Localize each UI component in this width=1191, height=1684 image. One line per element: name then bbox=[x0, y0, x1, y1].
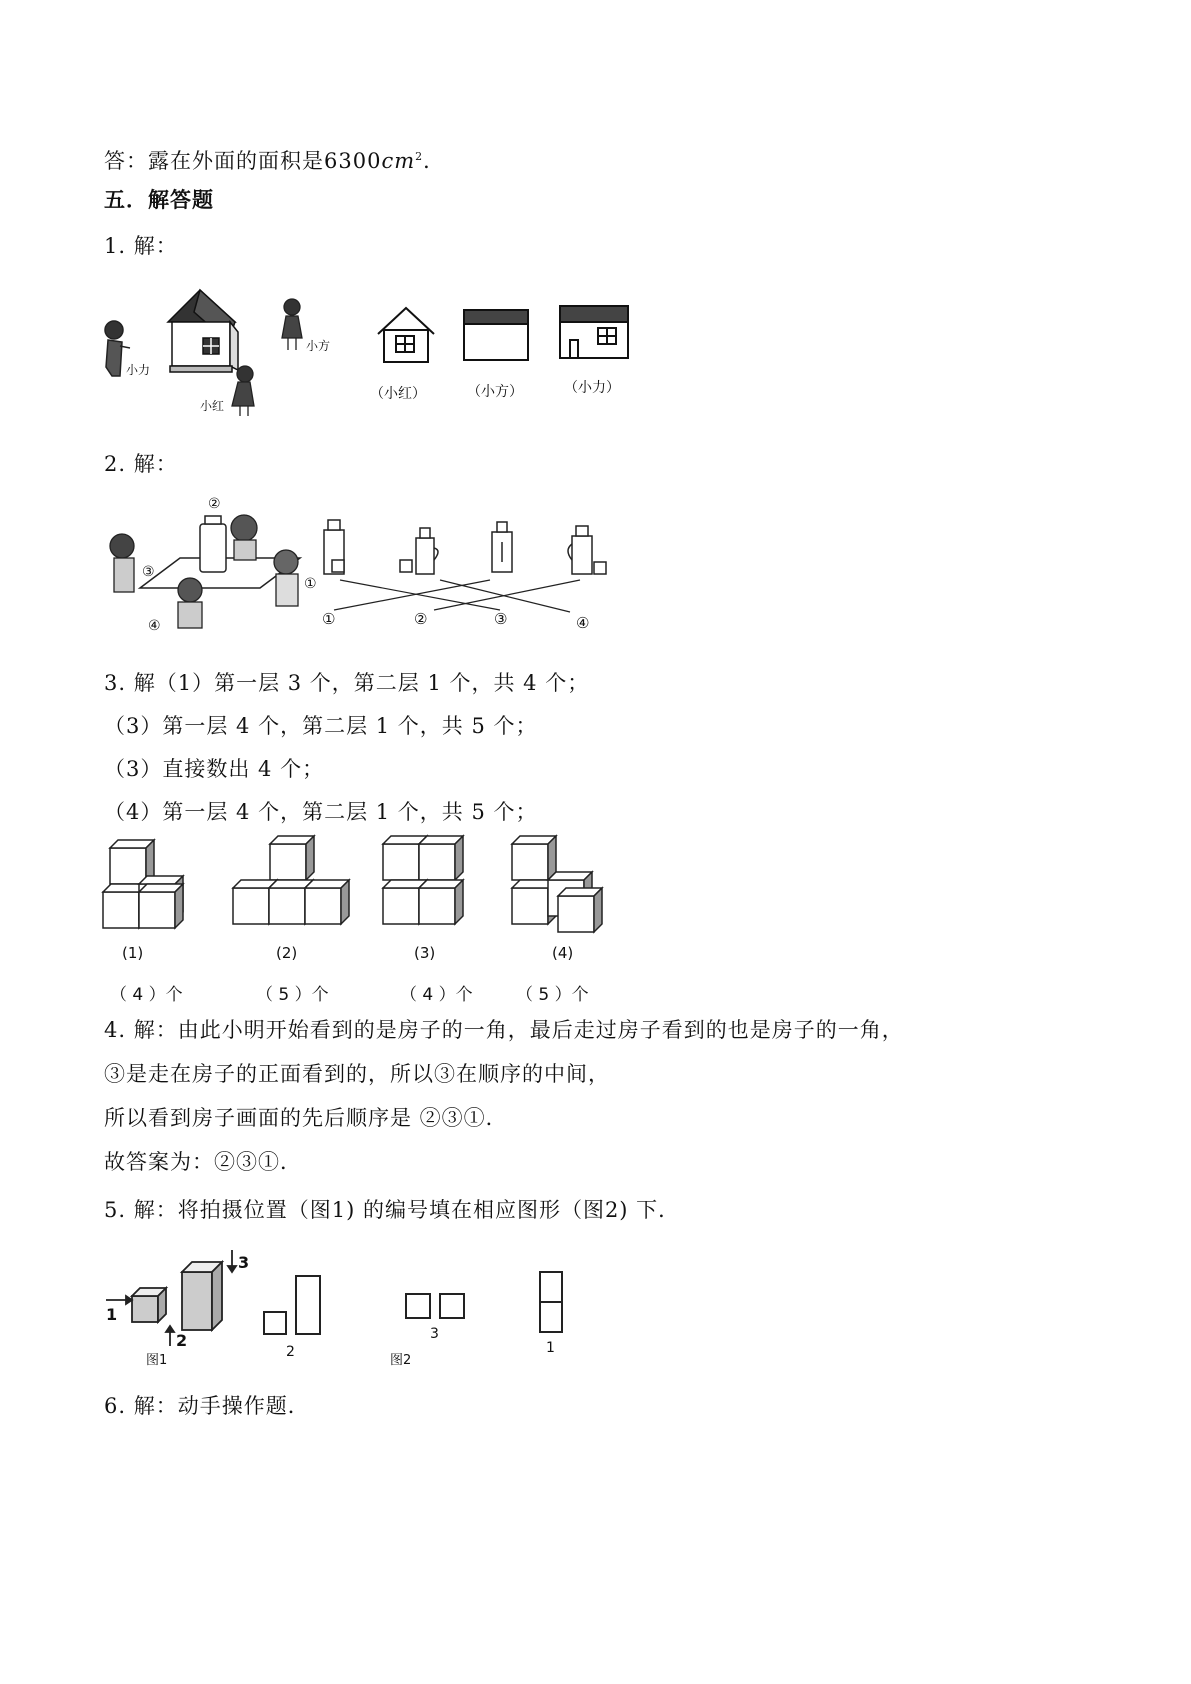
q4-line-4: 故答案为：②③①． bbox=[104, 1150, 302, 1174]
name-xiaoli: 小力 bbox=[126, 363, 151, 377]
small-cube-icon bbox=[132, 1288, 166, 1322]
count-4: （ 5 ）个 bbox=[516, 985, 589, 1005]
thermos-bottle-icon bbox=[200, 516, 226, 572]
q6-line: 6. 解：动手操作题． bbox=[104, 1394, 310, 1418]
fig1-label: 图1 bbox=[146, 1353, 168, 1368]
view-shape-2-icon bbox=[264, 1276, 320, 1334]
view-label-2: （小方） bbox=[467, 384, 523, 400]
q3-line-3: （3）直接数出 4 个； bbox=[104, 757, 325, 781]
section-title: 五．解答题 bbox=[104, 188, 214, 212]
position-2: ② bbox=[208, 496, 221, 512]
view-d-icon bbox=[568, 526, 606, 574]
answer-line bbox=[104, 143, 445, 175]
q2-heading: 2. 解： bbox=[104, 452, 178, 476]
cube-stack-2 bbox=[233, 836, 349, 924]
girl-figure-xiaofang-icon bbox=[282, 299, 302, 350]
tall-box-icon bbox=[182, 1262, 222, 1330]
q5-figure bbox=[100, 1246, 620, 1376]
fig2-number-3: 3 bbox=[430, 1326, 439, 1342]
cube-stack-1 bbox=[103, 840, 183, 928]
view-a-icon bbox=[324, 520, 344, 574]
fig2-label: 图2 bbox=[390, 1353, 412, 1368]
arrow-1-icon bbox=[106, 1296, 132, 1304]
cube-stack-4 bbox=[512, 836, 602, 932]
kid-front-icon bbox=[178, 578, 202, 628]
fig2-number-1: 1 bbox=[546, 1340, 555, 1356]
position-1: ① bbox=[304, 576, 317, 592]
name-xiaofang: 小方 bbox=[306, 339, 331, 353]
q2-figure bbox=[100, 490, 640, 640]
count-1: （ 4 ）个 bbox=[110, 985, 183, 1005]
arrow-label-3: 3 bbox=[238, 1253, 250, 1272]
cube-label-1: (1) bbox=[122, 944, 144, 962]
kid-back-icon bbox=[231, 515, 257, 560]
matching-lines bbox=[334, 580, 580, 612]
q1-figure bbox=[100, 282, 660, 422]
view-label-3: （小力） bbox=[564, 380, 620, 396]
position-3: ③ bbox=[142, 564, 155, 580]
name-xiaohong: 小红 bbox=[200, 399, 225, 413]
cube-stack-3 bbox=[383, 836, 463, 924]
view-shape-3-icon bbox=[406, 1294, 464, 1318]
q3-cubes-figure bbox=[100, 832, 620, 1012]
arrow-2-icon bbox=[166, 1326, 174, 1346]
girl-figure-xiaohong-icon bbox=[232, 366, 254, 416]
house-side-view-icon bbox=[464, 310, 528, 360]
house-front-view-icon bbox=[378, 308, 434, 362]
kid-left-icon bbox=[110, 534, 134, 592]
arrow-3-icon bbox=[228, 1250, 236, 1272]
view-shape-1-icon bbox=[540, 1272, 562, 1332]
bottom-label-1: ① bbox=[322, 610, 336, 628]
kid-right-icon bbox=[274, 550, 298, 606]
cube-label-3: (3) bbox=[414, 944, 436, 962]
view-c-icon bbox=[492, 522, 512, 572]
bottom-label-2: ② bbox=[414, 610, 428, 628]
q3-line-4: （4）第一层 4 个，第二层 1 个，共 5 个； bbox=[104, 800, 538, 824]
answer-unit-exponent: 2 bbox=[415, 150, 424, 163]
q1-heading: 1. 解： bbox=[104, 234, 178, 258]
bottom-label-4: ④ bbox=[576, 614, 590, 632]
count-2: （ 5 ）个 bbox=[256, 985, 329, 1005]
view-b-icon bbox=[400, 528, 438, 574]
arrow-label-1: 1 bbox=[106, 1305, 118, 1324]
answer-unit: cm bbox=[381, 149, 416, 173]
arrow-label-2: 2 bbox=[176, 1331, 188, 1350]
position-4: ④ bbox=[148, 618, 161, 634]
answer-prefix: 答：露在外面的面积是 bbox=[104, 149, 324, 173]
bottom-label-3: ③ bbox=[494, 610, 508, 628]
q4-line-3: 所以看到房子画面的先后顺序是 ②③①． bbox=[104, 1106, 508, 1130]
house-3d-icon bbox=[168, 290, 238, 372]
cube-label-2: (2) bbox=[276, 944, 298, 962]
q4-line-1: 4. 解：由此小明开始看到的是房子的一角，最后走过房子看到的也是房子的一角， bbox=[104, 1018, 904, 1042]
house-other-view-icon bbox=[560, 306, 628, 358]
answer-value: 6300 bbox=[324, 149, 382, 173]
q3-line-2: （3）第一层 4 个，第二层 1 个，共 5 个； bbox=[104, 714, 538, 738]
q3-line-1: 3. 解（1）第一层 3 个，第二层 1 个，共 4 个； bbox=[104, 671, 590, 695]
q4-line-2: ③是走在房子的正面看到的，所以③在顺序的中间， bbox=[104, 1062, 610, 1086]
answer-suffix: ． bbox=[423, 149, 446, 173]
count-3: （ 4 ）个 bbox=[400, 985, 473, 1005]
q5-line: 5. 解：将拍摄位置（图1) 的编号填在相应图形（图2) 下． bbox=[104, 1198, 681, 1222]
view-label-1: （小红） bbox=[370, 386, 426, 402]
fig2-number-2: 2 bbox=[286, 1344, 295, 1360]
cube-label-4: (4) bbox=[552, 944, 574, 962]
